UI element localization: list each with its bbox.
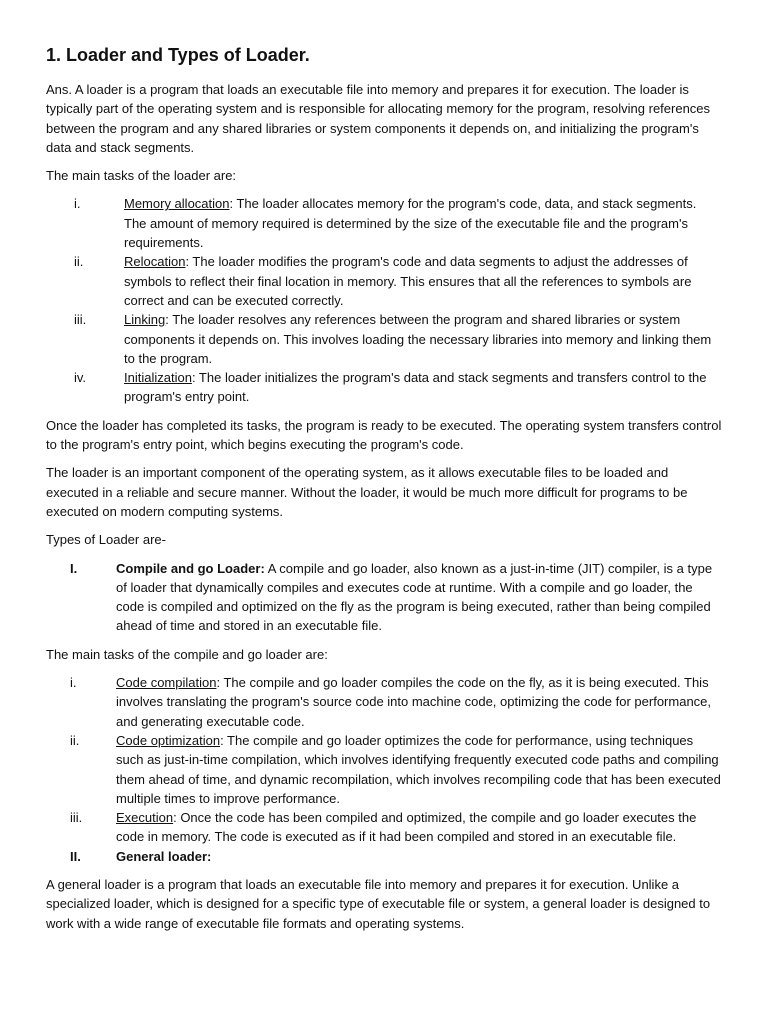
list-marker: i. [70,675,77,691]
list-item [46,847,722,866]
task-term: Code optimization [116,732,221,748]
general-loader-paragraph: A general loader is a program that loads an executable file into memory and prepares it for execution. Unlike a specialized loader, which is designed for a specific type of executable file or system, a general loader is designed to work with a wide range of executable file formats and operating systems. [46,876,711,931]
task-text: : The loader initializes the program's data and stack segments and transfers control to the program's entry point. [124,370,707,405]
type-term: Compile and go Loader: [116,560,265,576]
list-marker: ii. [70,732,80,748]
list-item [46,310,722,368]
task-text: : The loader resolves any references between the program and shared libraries or system components it depends on. This involves loading the necessary libraries into memory and linking them to the program. [124,312,712,366]
task-text: : The loader allocates memory for the program's code, data, and stack segments. The amount of memory required is determined by the size of the executable file and the program's requirements. [124,196,697,251]
list-marker: iii. [70,810,83,826]
task-term: Relocation [124,254,186,270]
list-item [46,559,722,636]
list-marker: iv. [74,370,87,386]
list-item [46,808,722,847]
task-text: : The compile and go loader compiles the code on the fly, as it is being executed. This involves translating the program's source code into machine code, optimizing the code for performance, and generating executable code. [116,675,712,729]
list-marker: iii. [74,312,87,328]
list-item [46,731,722,808]
list-item [46,673,722,731]
completed-paragraph: Once the loader has completed its tasks, the program is ready to be executed. The operating system transfers control to the program's entry point, which begins executing the program's code. [46,417,722,453]
list-marker: i. [74,196,81,212]
list-marker: ii. [74,254,84,270]
types-heading: Types of Loader are- [46,532,166,548]
task-text: : Once the code has been compiled and optimized, the compile and go loader executes the code in memory. The code is executed as if it had been compiled and stored in an executable file. [116,810,697,845]
intro-paragraph: Ans. A loader is a program that loads an executable file into memory and prepares it for execution. The loader is typically part of the operating system and is responsible for allocating memory for the program, resolving references between the program and any shared libraries or system components it depends on, and initializing the program's data and stack segments. [46,82,711,155]
task-term: Memory allocation [124,196,230,212]
list-marker: I. [70,560,78,576]
task-term: Initialization [124,370,192,386]
cg-tasks-heading: The main tasks of the compile and go loader are: [46,646,328,662]
type-text: A compile and go loader, also known as a just-in-time (JIT) compiler, is a type of loader that dynamically compiles and executes code at runtime. With a compile and go loader, the code is compiled and optimized on the fly as the program is being executed, rather than being compiled ahead of time and stored in an executable file. [116,560,713,634]
task-term: Linking [124,312,166,328]
important-paragraph: The loader is an important component of the operating system, as it allows executable files to be loaded and executed in a reliable and secure manner. Without the loader, it would be much more difficult for programs to be executed on modern computing systems. [46,465,688,519]
list-marker: II. [70,848,81,864]
list-item [46,194,722,252]
type-term: General loader: [116,848,212,864]
task-term: Execution [116,810,174,826]
loader-tasks-list [46,194,722,406]
list-item [46,252,722,310]
task-text: : The compile and go loader optimizes the code for performance, using techniques such as just-in-time compilation, which involves identifying frequently executed code paths and compiling them ahead of time, and dynamic recompilation, which involves recompiling code that has been executed multiple times to improve performance. [116,732,721,806]
task-term: Code compilation [116,675,217,691]
list-item [46,368,722,407]
page-title: 1. Loader and Types of Loader. [46,45,310,65]
compile-go-tasks-list [46,673,722,866]
tasks-heading: The main tasks of the loader are: [46,168,237,184]
loader-types-list [46,559,722,636]
task-text: : The loader modifies the program's code and data segments to adjust the addresses of symbols to reflect their final location in memory. This ensures that all the references to symbols are correct and can be executed correctly. [124,254,692,308]
